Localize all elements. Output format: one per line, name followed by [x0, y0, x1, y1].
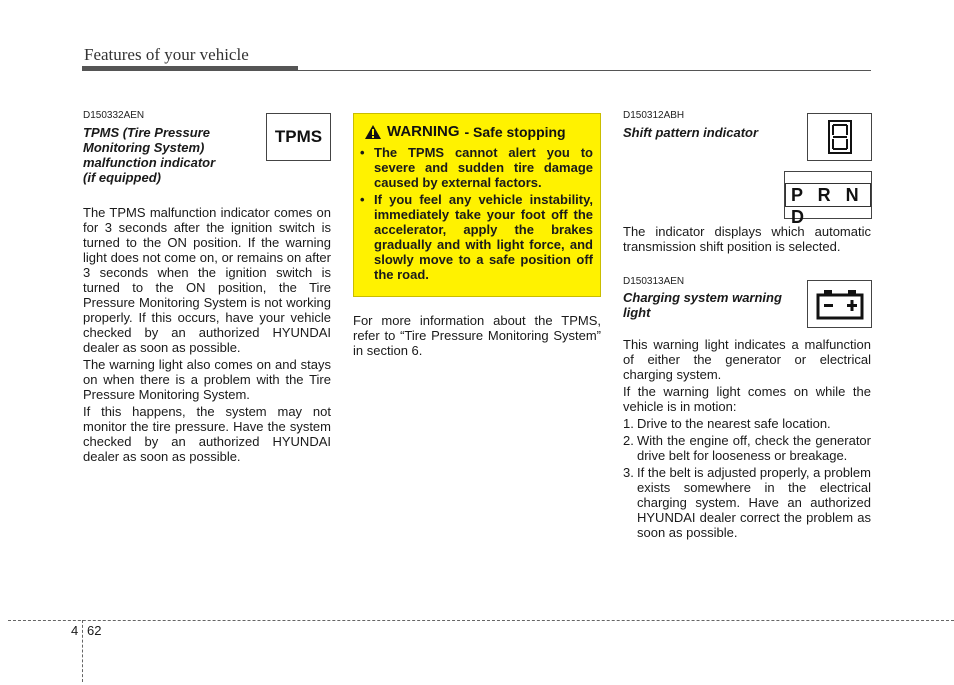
charging-paragraph: This warning light indicates a malfunction of either the generator or electrical charging system. [623, 337, 871, 382]
warning-title: WARNING [387, 123, 460, 140]
prnd-indicator-icon [784, 171, 872, 227]
tpms-subtitle [83, 125, 253, 185]
section-code-tpms: D150332AEN [83, 110, 145, 121]
tpms-paragraph: The TPMS malfunction indicator comes on for 3 seconds after the ignition switch is turned to the ON position. If the warning light does not come on, or remains on after 3 seconds when the ignition switch is turned to the ON position, the Tire Pressure Monitoring System is not working properly. If this occurs, have your vehicle checked by an authorized HYUNDAI dealer as soon as possible. [83, 205, 331, 355]
header-rule [298, 70, 871, 71]
seven-segment-icon [827, 119, 853, 155]
tpms-body [83, 205, 331, 466]
footer-vertical-rule [82, 620, 83, 682]
warning-heading [364, 123, 566, 140]
charging-subtitle-line: Charging system warning [623, 290, 782, 305]
shift-digit-icon [807, 113, 872, 161]
charging-paragraph: If the warning light comes on while the vehicle is in motion: [623, 384, 871, 414]
charging-steps [623, 416, 871, 540]
tpms-paragraph: The warning light also comes on and stays on when there is a problem with the Tire Pressure Monitoring System. [83, 357, 331, 402]
tpms-subtitle-line: TPMS (Tire Pressure [83, 125, 210, 140]
section-code-shift: D150312ABH [623, 110, 685, 121]
tpms-subtitle-line: Monitoring System) [83, 140, 205, 155]
charging-subtitle-line: light [623, 305, 651, 320]
tpms-paragraph: If this happens, the system may not monitor the tire pressure. Have the system checked by an authorized HYUNDAI dealer as soon as possible. [83, 404, 331, 464]
warning-item: • The TPMS cannot alert you to severe and sudden tire damage caused by external factors. [360, 145, 593, 190]
tpms-indicator-icon [266, 113, 331, 161]
warning-subtitle: - Safe stopping [464, 123, 566, 140]
header-bar [82, 66, 298, 71]
step-item: 1. Drive to the nearest safe location. [623, 416, 831, 431]
page-number: 62 [87, 623, 102, 638]
shift-subtitle: Shift pattern indicator [623, 125, 759, 140]
tpms-icon-label: TPMS [274, 127, 323, 146]
shift-paragraph: The indicator displays which automatic transmission shift position is selected. [623, 224, 871, 254]
warning-item: • If you feel any vehicle instability, immediately take your foot off the accelerator, apply the brakes gradually and with light force, and slowly move to a safe position off the road. [360, 192, 593, 282]
battery-icon [815, 288, 865, 320]
section-code-charging: D150313AEN [623, 276, 685, 287]
step-item: 2. With the engine off, check the generator drive belt for looseness or breakage. [623, 433, 871, 463]
warning-triangle-icon [364, 124, 382, 140]
warning-box [353, 113, 601, 297]
bullet-mark: • [360, 145, 365, 160]
tpms-reference-paragraph: For more information about the TPMS, refer to “Tire Pressure Monitoring System” in section 6. [353, 313, 601, 358]
tpms-subtitle-line: malfunction indicator [83, 155, 216, 170]
tpms-subtitle-line: (if equipped) [83, 170, 161, 185]
page-header-title: Features of your vehicle [84, 45, 249, 64]
battery-indicator-box [807, 280, 872, 328]
footer-dashed-rule [8, 620, 954, 621]
step-item: 3. If the belt is adjusted properly, a problem exists somewhere in the electrical charging system. Have an authorized HYUNDAI dealer correct the problem as soon as possible. [623, 465, 871, 540]
charging-subtitle [623, 290, 798, 320]
charging-body [623, 337, 871, 542]
prnd-label: P R N D [785, 183, 871, 207]
bullet-mark: • [360, 192, 365, 207]
warning-list [354, 145, 593, 284]
section-number: 4 [71, 623, 79, 638]
